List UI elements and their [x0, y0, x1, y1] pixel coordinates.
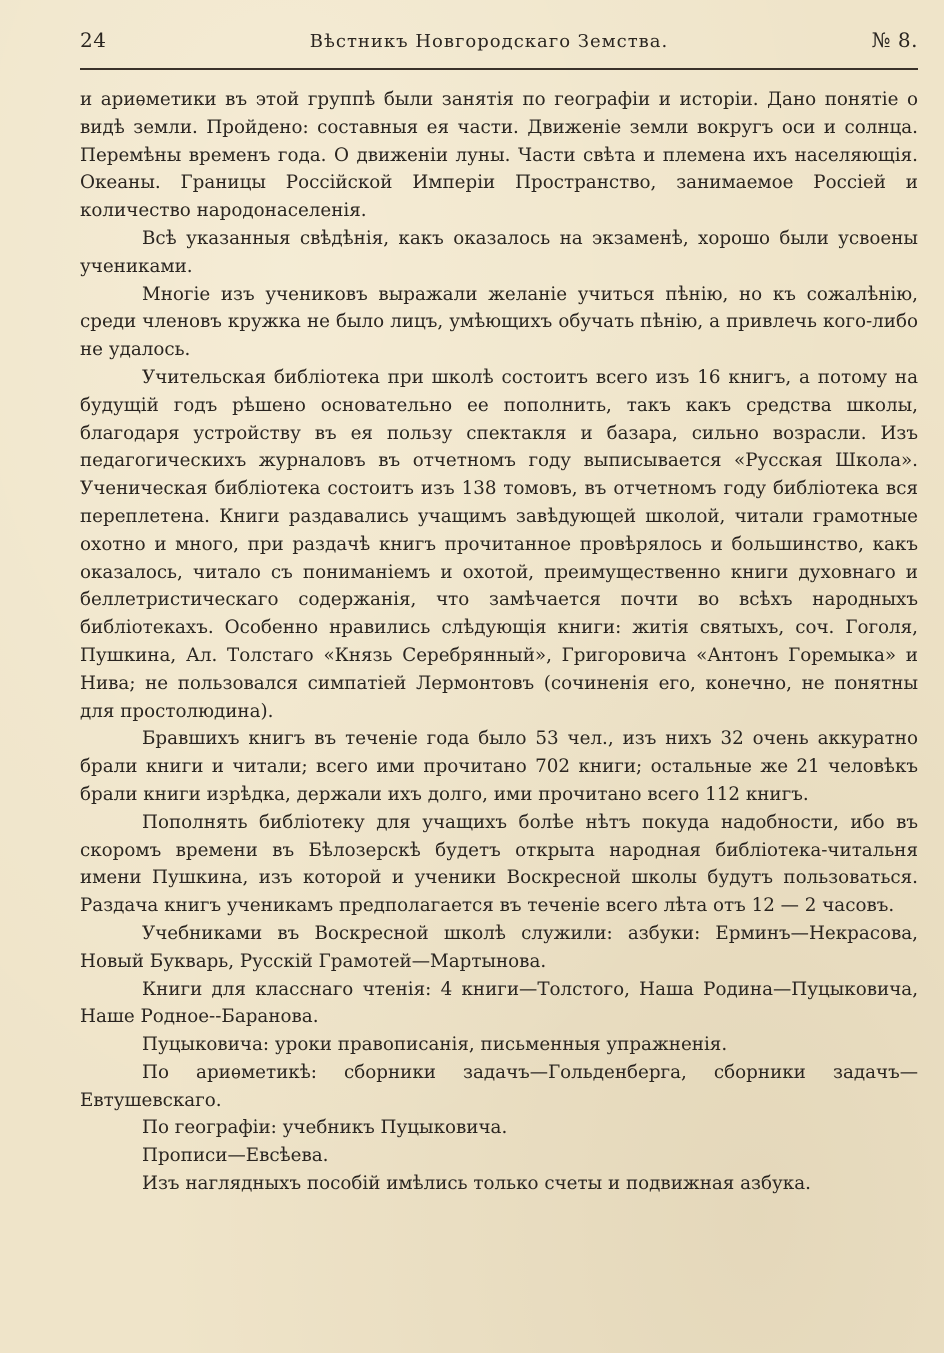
paragraph: Прописи—Евсѣева.	[142, 1145, 329, 1167]
body-text	[80, 86, 918, 1198]
document-page	[80, 28, 918, 1198]
paragraph: По географіи: учебникъ Пуцыковича.	[142, 1117, 508, 1139]
page-number: 24	[80, 28, 107, 52]
paragraph: Многіе изъ учениковъ выражали желаніе учиться пѣнію, но къ сожалѣнію, среди членовъ кружка не было лицъ, умѣющихъ обучать пѣнію, а привлечь кого-либо не удалось.	[80, 283, 918, 361]
header-rule	[80, 68, 918, 70]
paragraph: По ариѳметикѣ: сборники задачъ—Гольденберга, сборники задачъ—Евтушевскаго.	[80, 1061, 918, 1111]
paragraph: Пуцыковича: уроки правописанія, письменныя упражненія.	[142, 1034, 728, 1056]
paragraph: Пополнять библіотеку для учащихъ болѣе нѣтъ покуда надобности, ибо въ скоромъ времени въ Бѣлозерскѣ будетъ открыта народная библіотека-читальня имени Пушкина, изъ которой и ученики Воскресной школы будутъ пользоваться. Раздача книгъ ученикамъ предполагается въ теченіе всего лѣта отъ 12 — 2 часовъ.	[80, 811, 918, 917]
paragraph: Всѣ указанныя свѣдѣнія, какъ оказалось на экзаменѣ, хорошо были усвоены учениками.	[80, 227, 918, 277]
journal-title: Вѣстникъ Новгородскаго Земства.	[309, 31, 669, 52]
paragraph: Учебниками въ Воскресной школѣ служили: азбуки: Ерминъ—Некрасова, Новый Букварь, Русскій Грамотей—Мартынова.	[80, 922, 918, 972]
paragraph: Изъ наглядныхъ пособій имѣлись только счеты и подвижная азбука.	[142, 1173, 811, 1195]
paragraph: Учительская библіотека при школѣ состоитъ всего изъ 16 книгъ, а потому на будущій годъ рѣшено основательно ее пополнить, такъ какъ средства школы, благодаря устройству въ ея пользу спектакля и базара, сильно возрасли. Изъ педагогическихъ журналовъ въ отчетномъ году выписывается «Русская Школа». Ученическая библіотека состоитъ изъ 138 томовъ, въ отчетномъ году библіотека вся переплетена. Книги раздавались учащимъ завѣдующей школой, читали грамотные охотно и много, при раздачѣ книгъ прочитанное провѣрялось и большинство, какъ оказалось, читало съ пониманіемъ и охотой, преимущественно книги духовнаго и беллетристическаго содержанія, что замѣчается почти во всѣхъ народныхъ библіотекахъ. Особенно нравились слѣдующія книги: житія святыхъ, соч. Гоголя, Пушкина, Ал. Толстаго «Князь Серебрянный», Григоровича «Антонъ Горемыка» и Нива; не пользовался симпатіей Лермонтовъ (сочиненія его, конечно, не понятны для простолюдина).	[80, 366, 918, 722]
running-header	[80, 28, 918, 62]
paragraph: Книги для класснаго чтенія: 4 книги—Толстого, Наша Родина—Пуцыковича, Наше Родное--Баранова.	[80, 978, 918, 1028]
paragraph: Бравшихъ книгъ въ теченіе года было 53 чел., изъ нихъ 32 очень аккуратно брали книги и читали; всего ими прочитано 702 книги; остальные же 21 человѣкъ брали книги изрѣдка, держали ихъ долго, ими прочитано всего 112 книгъ.	[80, 728, 918, 805]
paragraph: и ариѳметики въ этой группѣ были занятія по географіи и исторіи. Дано понятіе о видѣ земли. Пройдено: составныя ея части. Движеніе земли вокругъ оси и солнца. Перемѣны временъ года. О движеніи луны. Части свѣта и племена ихъ населяющія. Океаны. Границы Россійской Имперіи Пространство, занимаемое Россіей и количество народонаселенія.	[80, 89, 918, 222]
issue-number: № 8.	[871, 28, 918, 52]
